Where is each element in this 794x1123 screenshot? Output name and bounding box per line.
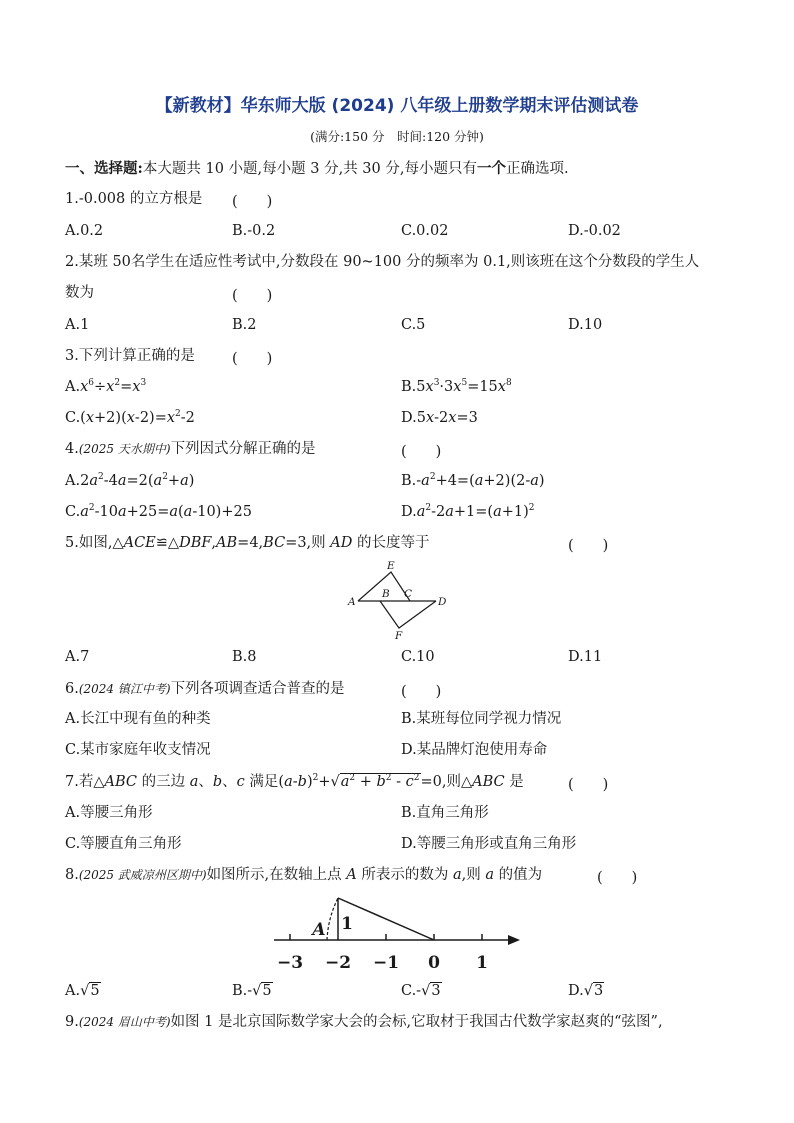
question-1-stem: 1.-0.008 的立方根是 xyxy=(65,191,203,207)
q8-option-a: A.√5 xyxy=(65,983,100,999)
label-f: F xyxy=(395,630,403,642)
q4-option-b: $B.-a^2+4=(a+2)(2-a)$ xyxy=(401,472,545,489)
page-title: 【新教材】华东师大版 (2024) 八年级上册数学期末评估测试卷 xyxy=(155,96,639,116)
point-a-label: A xyxy=(312,920,326,940)
q8-option-c: C.-√3 xyxy=(401,983,441,999)
q2-option-a: A.1 xyxy=(65,317,90,333)
q5-option-a: A.7 xyxy=(65,649,90,665)
question-6 xyxy=(65,680,345,698)
q5-option-d: D.11 xyxy=(568,649,603,665)
question-2-line-2: 数为 xyxy=(65,285,94,301)
question-4 xyxy=(65,440,316,458)
label-b: B xyxy=(382,588,390,600)
q8-option-b: B.-√5 xyxy=(232,983,272,999)
question-5-stem: 5.如图,△ xyxy=(65,535,124,551)
question-4-stem: 下列因式分解正确的是 xyxy=(170,441,316,457)
q2-option-c: C.5 xyxy=(401,317,426,333)
q8-option-b-radicand: 5 xyxy=(262,983,272,999)
answer-paren-2: ( ) xyxy=(232,288,273,304)
question-9 xyxy=(65,1013,663,1031)
question-2-line-1: 2.某班 50名学生在适应性考试中,分数段在 90~100 分的频率为 0.1,则该班在这个分数段的学生人 xyxy=(65,254,700,270)
number-line-figure xyxy=(268,892,528,974)
question-8-source: (2025 武威凉州区期中) xyxy=(78,868,207,882)
answer-paren-4: ( ) xyxy=(401,444,442,460)
tick-label-neg2: −2 xyxy=(324,953,352,973)
label-c: C xyxy=(404,588,413,600)
q3-option-c: $C.(x+2)(x-2)=x^2-2$ xyxy=(65,409,195,426)
question-6-source: (2024 镇江中考) xyxy=(78,682,171,696)
q8-option-a-prefix: A. xyxy=(65,983,81,999)
q4-option-d: $D.a^2-2a+1=(a+1)^2$ xyxy=(401,503,535,520)
question-8: 8.(2025 武威凉州区期中)如图所示,在数轴上点 A 所表示的数为 a,则 a 的值为 xyxy=(65,867,543,883)
label-d: D xyxy=(438,596,447,608)
section-emphasis: 一个 xyxy=(476,160,506,177)
q2-option-d: D.10 xyxy=(568,317,603,333)
q6-option-d: D.某品牌灯泡使用寿命 xyxy=(401,742,548,758)
question-8-number: 8. xyxy=(65,867,79,883)
q8-option-b-prefix: B.- xyxy=(232,983,253,999)
tick-label-1: 1 xyxy=(476,953,488,973)
question-3: 3.下列计算正确的是 xyxy=(65,348,195,364)
tick-label-0: 0 xyxy=(428,953,440,973)
q1-option-a: A.0.2 xyxy=(65,223,104,239)
q7-option-c: C.等腰直角三角形 xyxy=(65,836,182,852)
q8-option-d-radicand: 3 xyxy=(593,983,604,999)
question-9-number: 9. xyxy=(65,1014,79,1030)
answer-paren-7: ( ) xyxy=(568,777,609,793)
section-label: 一、选择题: xyxy=(65,160,143,177)
q4-option-c: $C.a^2-10a+25=a(a-10)+25$ xyxy=(65,503,252,520)
question-9-stem: 如图 1 是北京国际数学家大会的会标,它取材于我国古代数学家赵爽的“弦图”, xyxy=(170,1014,663,1030)
question-5: 5.如图,△ACE≌△DBF,AB=4,BC=3,则 AD 的长度等于 xyxy=(65,535,430,551)
question-1 xyxy=(65,190,202,208)
label-a: A xyxy=(348,596,356,608)
q6-option-b: B.某班每位同学视力情况 xyxy=(401,711,562,727)
q1-option-c: C.0.02 xyxy=(401,223,449,239)
q6-option-c: C.某市家庭年收支情况 xyxy=(65,742,211,758)
q8-option-d: D.√3 xyxy=(568,983,604,999)
q3-option-b: $B.5x^3\cdot 3x^5=15x^8$ xyxy=(401,378,512,395)
q1-option-b: B.-0.2 xyxy=(232,223,276,239)
q5-option-b: B.8 xyxy=(232,649,257,665)
q8-option-c-prefix: C.- xyxy=(401,983,422,999)
question-4-source: (2025 天水期中) xyxy=(78,442,171,456)
exam-info: (满分:150 分 时间:120 分钟) xyxy=(310,129,484,144)
question-6-stem: 下列各项调查适合普查的是 xyxy=(170,681,345,697)
tick-label-neg3: −3 xyxy=(276,953,304,973)
answer-paren-1: ( ) xyxy=(232,194,273,210)
height-label: 1 xyxy=(341,914,353,934)
answer-paren-5: ( ) xyxy=(568,538,609,554)
question-6-number: 6. xyxy=(65,681,79,697)
answer-paren-3: ( ) xyxy=(232,351,273,367)
q6-option-a: A.长江中现有鱼的种类 xyxy=(65,711,211,727)
section-tail: 正确选项. xyxy=(505,161,569,177)
q7-option-b: B.直角三角形 xyxy=(401,805,489,821)
q7-option-d: D.等腰三角形或直角三角形 xyxy=(401,836,577,852)
tick-label-neg1: −1 xyxy=(372,953,400,973)
answer-paren-8: ( ) xyxy=(597,870,638,886)
question-9-source: (2024 眉山中考) xyxy=(78,1015,171,1029)
q1-option-d: D.-0.02 xyxy=(568,223,621,239)
q4-option-a: $A.2a^2-4a=2(a^2+a)$ xyxy=(65,472,195,489)
question-7-number: 7.若△ xyxy=(65,774,105,790)
section-text: 本大题共 10 小题,每小题 3 分,共 30 分,每小题只有 xyxy=(142,161,477,177)
question-8-stem: 如图所示,在数轴上点 xyxy=(206,867,347,883)
q3-option-d: D.5x-2x=3 xyxy=(401,410,478,426)
q5-option-c: C.10 xyxy=(401,649,435,665)
triangle-figure xyxy=(340,556,460,642)
q2-option-b: B.2 xyxy=(232,317,257,333)
q7-option-a: A.等腰三角形 xyxy=(65,805,153,821)
section-heading xyxy=(65,160,569,178)
label-e: E xyxy=(387,560,395,572)
q8-option-a-radicand: 5 xyxy=(90,983,100,999)
q8-option-c-radicand: 3 xyxy=(431,983,441,999)
q3-option-a: $A.x^6\div x^2=x^3$ xyxy=(65,378,147,395)
question-4-number: 4. xyxy=(65,441,79,457)
q8-option-d-prefix: D. xyxy=(568,983,584,999)
question-7: 7.若△ABC 的三边 a、b、c 满足$(a-b)^2+√a^2 + b^2 - c^2=0$,则△ABC 是 xyxy=(65,773,524,790)
answer-paren-6: ( ) xyxy=(401,684,442,700)
